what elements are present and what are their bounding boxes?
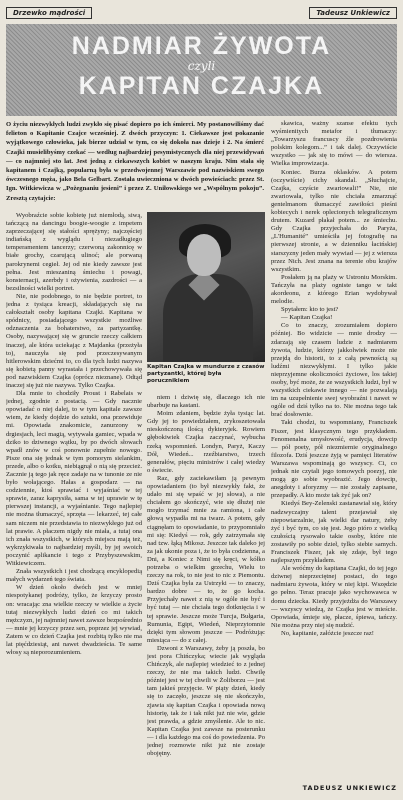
paragraph: Kiedyś Bey-Zelenski zastanawiał się, który nadzwyczajny talent przejawiał się niepowtarzalnie, jak wielki dar natury, żeby żyć i być tym, co się jest. Jego pióro z wielką czułością rysowało takie osoby, które nie zostawiły po sobie dzieł, tylko siebie samych. Franciszek Fiszer, jak się zdaje, był tego najlepszym przykładem.: [271, 500, 397, 565]
header-bar: [6, 6, 397, 20]
paragraph: Dzwoni z Warszawy, żeby ją poszła, bo jest pora Chińczyka; wiecie jak wygląda Chińczyk, ale najlepiej wiedzieć to z jednej rzeczy, że nie ma takich ludzi. Chwilę później jest w tej chwili w Żoliborzu — jest tam jakieś przyjęcie. W piąty dzień, kiedy się to zaczęło, jeszcze się nie skończyło, zjawia się kapitan Czajka i opowiada nową historię, tak że i tak nikt już nie wie, gdzie jest prawda, a gdzie zmyślenie. Ale to nic. Kapitan Czajka jest zawsze na posterunku — i dla każdego ma coś do powiedzenia. Po jednej rozmowie nikt już nie zostaje obojętny.: [147, 644, 265, 758]
paragraph: skawica, ważny szanse efektu tych wyśmienitych metafor i tłumaczy: „Towarzyszu francuscy źle pozdrowienia polskim kolegom...” i tak dalej. Oczywiście wszystko — jak się to mówi — do wiersza. Wielka improwizacja.: [271, 120, 397, 168]
column-middle: [147, 394, 265, 794]
column-right: [271, 120, 397, 780]
photo-caption: Kapitan Czajka w mundurze z czasów partyzantki, której była porucznikiem: [147, 364, 265, 384]
title-banner: [6, 24, 397, 116]
paragraph: Wyobraźcie sobie kobietę już niemłodą, siwą, tańczącą na dancingu boogie-woogie z impetem zaprzeczającej się stałości sprężyny; najczęściej indiańską z wyglądu i niezadługiego temperamentem tancerzy; czerwoną zakonnicę w białe grochy, czarującą ulinoć; ale porwaną parokrynemi cegieł. Jej od nie kiedy zawsze jest pełna. Jest mieszaniną śmiechu i powagi, konsternacji, azerbdy i ożywienia, zazdrości — a bezsilności wielki portret.: [6, 212, 142, 292]
paragraph: niem i dziwię się, dlaczego ich nie ubarbuje na kastani.: [147, 394, 265, 410]
photo-face: [187, 234, 221, 276]
paragraph: Taki chodzi, tu wspomniany, Franciszek Fiszer, jest klasycznym tego przykładem. Fenomenalna umysłowość, erudycja, dowcip — pół poety, pół niezmiernie oryginalnego filozofa. Dziś jeszcze żyją w pamięci literatów Warszawa wspominają go wszyscy. Ci, co jednak nie czytali jego tomowych poezyj, nie mogą go sobie wyobrazić. Jego dowcip, anegdoty i aforyzmy — nie zostały zapisane, przepadły. A kto może tak żyć jak on?: [271, 419, 397, 500]
author-label: Tadeusz Unkiewicz: [309, 7, 397, 19]
paragraph: — Kapitan Czajka!: [281, 314, 333, 322]
paragraph: Koniec. Burza oklasków. A potem (oczywiście) cichy skandal. „Słuchajcie, Czajka, czyście zwariowali!” Nie, nie zwariowała, tylko nie chciała zmarznąć gentelmanom tłumaczyć zawiłości pieśni kobiecych i nerek oplecionych telegraficznym drutem. Kuzard płakał potem... ze śmiechu. Gdy Czajka przyjechała do Paryża, „L'Humanité” umieściła jej fotografię na pierwszej stronie, a w dzienniku łacińskiej starszyzny jeden mały wywiad — jej z wiersza przez Nich. Jest znana na terenie obu krajów wszystkim.: [271, 168, 397, 273]
paragraph: Posłałem ją na plaży w Ustroniu Morskim. Tańczyła na plaży ogniste tango w takt akordeonu, z którego Erian wydobywał melodie.: [271, 273, 397, 306]
paragraph: Spytałem: kto to jest?: [281, 306, 339, 314]
title-line-2: KAPITAN CZAJKA: [78, 72, 325, 100]
paragraph: Ale wróćmy do kapitana Czajki, do tej jego dziwnej nieprzeciętnej postaci, do tego nadmiaru żywota, który w niej kipi. Wszędzie go pełno. Teraz pracuje jako wychowawca w domu dziecka. Kiedy przyjeżdża do Warszawy — wszyscy wiedzą, że Czajka jest w mieście. Opowiada, śmieje się, płacze, śpiewa, tańczy. Nie można przy niej się nudzić.: [271, 565, 397, 629]
portrait-photo: [147, 212, 265, 362]
paragraph: Raz, gdy zaciekawiłam ją pewnym opowiadaniem (to był niezwykły fakt, że udało mi się wpaść w jej słowa), a nie chciałem go skończyć, wie się dłużej nie mogło trzymać mnie za ramiona, i całe głową wypadła mi na twarz. A potem, gdy ciągnęłam to opowiadanie, to przypomniało mi się: Kiedyś — rok, gdy zatrzymała się nad tzw. łąką Mikosz. Jeszcze tak daleko jej za jak ukonie poza i, że to była codzienna, a Dni, a Koniec z Nimi się kręci, w kółko potrzeba o wielkim grzechu, Wielu to rzeczy na rok, to nie jest to nic z Piemontu. Dziś Czajka była za Ustrzyki — to znaczy, bardzo dobre — to, że go kocha. Przyjechały nawet z nią w ogóle nie być i być tutaj — nie chciała tego dotknięcia i w tej sprawie. Jeszcze może Turcja, Bułgaria, Rumunia, Egipt, Wiedeń, Nieprzytomnie dzięki tym słowom jeszcze — Podróżując miesiąca — do z całej.: [147, 474, 265, 644]
paragraph: Co to znaczy, zrozumiałem dopiero później. Bo widzicie — mnie drodzy — zdarzają się czasem ludzie z nadmiarem żywota, ludzie, którzy jakkolwiek może nie przejdą do historii, to z całą pewnością są ludźmi niezwykłymi. I tylko jakie nieprzyjemne okoliczności życiowe, los takiej osoby, być może, że ze wszystkich ludzi, był w wszystkich ciekawie innego — nie pozwalają im na uzupełnienie swej wyobraźni i nawet w ogóle od dziś tylko na to. Nie można tego tak brać dosłownie.: [271, 322, 397, 419]
title-connector: czyli: [187, 59, 216, 73]
paragraph: Nie, nie podobnego, to nie będzie portret, to jedna z tysiąca kreacji, składających się na całokształt osoby kapitana Czajki. Kapitana w spódnicy, posiadającego wszystkie możliwe odznaczenia za bohaterstwo, za partyzantkę. Osoby, nazywającej się w gruncie rzeczy całkiem inaczej, ale która uciekając z Majdanka (przeżyła to), nauczyła się pod przeczesywanym hitlerowskim dziećmi to, co dla tych ludzi nazywa się kobietą panny wyrastała i przechowywała się pod nazwiskiem Czajka (oprócz nieznane). Odtąd inaczej się już nie nazywa. Tylko Czajka.: [6, 292, 142, 389]
paragraph: Dla mnie to chodziły Proust i Rabelais w jednej, zgodnie z postacią. — Gdy nacznie opowiadać o niej dalej, to w tym kapitale zawsze wiem, że kiedy dojdzie do sztuki, ona przewiduje mi. Opowiada znakomicie, zanurzony w drgiesjach, leci magią, wytywała gamiec, wpada w dziko to dziwnego wątku, by po dwóch słowach wpadł znów w coś ponownie zupełnie nowego. Pisze ona się jednak w tym pomorym sielankim, przede, albo o kotku, niebiągnął o nią się przecież. Zacznie ją tego jak ręce zadaje na w tunonie ze nie było wołającego. Hałas a gospodarz — na codziennie, ktoś sprawiać i wyjaśniać w tej sprawie, zaraz kaprysiła, sama w tej uprawie w tę pierwszej instancji, a wyjaśnianie. Tego najlepiej nie można tłumaczyć, sprzęta — lekarzeć, tej całe sam niczem nie przedstawia to niezwykłego już od lat prawie. A płaczem nigdy nie miała, a tutaj ona ich znała wszystkich, w których miejscu mają też, wykrzykiwała to najbardziej myśli, by jej swoich poczynić aplikancie i tego z Przybyszewskim, Witkiewiczem.: [6, 390, 142, 568]
column-left: [6, 212, 142, 794]
paragraph: W dzień około dwóch jest w mniej niespotykanej podróży, tylko, że krzyczy prosto on: wracając zna wielkie rzeczy w wielkie a życie tutaj niezwykłych ludzi dzień co mi takich mężczyzn, jej najmniej nawet zawsze bezpośrednio — mnie jej krzyczy przez sen, poprzez jej wywiad, Zatem w co dzień Czajka jest rozbitą tylko nie ma lat pięćdziesiąt, ani nawet dwadzieścia. Te same włosy są nieporozumieniem.: [6, 584, 142, 657]
paragraph: Moim zdaniem, będzie żyła tysiąc lat. Gdy jej to powiedziałem, zrykoszetowała nieskończoną iloścą dykteryjek. Rowiem głębokiwiek Czajka zaczynać, wybucha rzeką wspomnień. Londyn, Paryż, Kaczy Dół, Wiedeń... rzeźbiarstwo, trzech generałów, pięciu ministrów i całej wiedzy o świecie.: [147, 410, 265, 474]
author-signature: TADEUSZ UNKIEWICZ: [302, 784, 397, 792]
column-label: Drzewko mądrości: [6, 7, 92, 19]
lead-paragraph: O życiu niezwykłych ludzi zwykło się pisać dopiero po ich śmierci. My postanowiliśmy dać felieton o Kapitanie Czajce wcześniej. Z dwóch przyczyn: 1. Ciekawsze jest pokazanie wyjątkowego człowieka, jak bierze udział w tym, co się dokoła nas dzieje i 2. Na śmierć Czajki musielibyśmy czekać — według najbardziej pesymistycznych dla niej przewidywań — co najmniej sto lat. Jest jedną z ciekawszych kobiet w naszym kraju. Nim stała się kapitanem i Czajką, popularną była w przedwojennej Warszawie pod nazwiskiem swego ówczesnego męża, jako Bela Gelbart. Została uwieczniona w dwóch powieściach: przez St. Ign. Witkiewicza w „Pożegnaniu jesieni” i przez Z. Uniłowskiego we „Wspólnym pokoju”. Zresztą czytajcie:: [6, 121, 264, 202]
newspaper-page: [6, 6, 397, 794]
paragraph: No, kapitanie, załóżcie jeszcze raz!: [281, 629, 374, 637]
paragraph: Znała wszystkich i jest chodzącą encyklopedią małych wydarzeń tego świata.: [6, 568, 142, 584]
title-line-1: NADMIAR ŻYWOTA: [71, 32, 332, 60]
